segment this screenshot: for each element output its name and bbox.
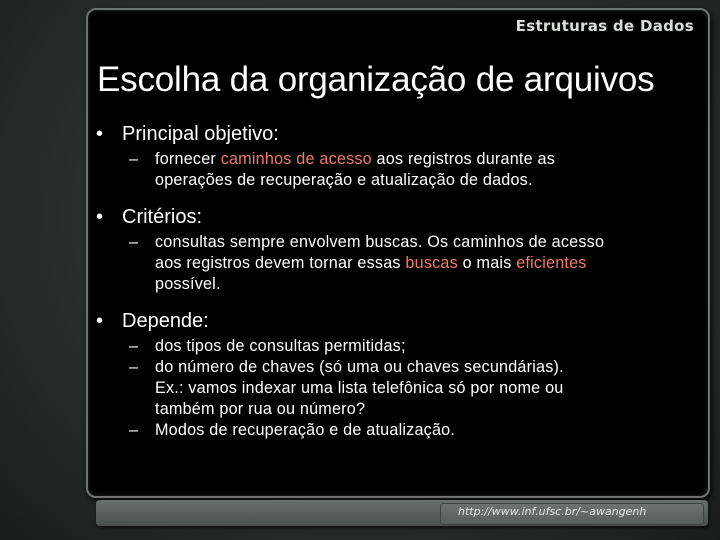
highlight-text: buscas [405,254,458,272]
bullet-text: Critérios: [122,206,203,228]
sub-list [96,336,696,441]
dash-icon: – [129,150,139,168]
sub-text: o mais [457,254,517,272]
slide-title: Escolha da organização de arquivos [97,60,655,99]
sub-list [96,149,696,191]
bullet-icon: • [96,310,104,332]
bullet-item [96,121,696,147]
sub-line [155,378,696,399]
sub-line [155,274,696,295]
bullet-icon: • [96,206,104,228]
sub-text: fornecer [155,150,221,168]
footer-url[interactable]: http://www.inf.ufsc.br/~awangenh [458,505,647,518]
sub-item [96,357,696,420]
sub-text: aos registros durante as [371,150,556,168]
sub-text: Modos de recuperação e de atualização. [155,421,456,439]
bullet-item [96,204,696,230]
sub-item [96,149,696,191]
sub-line [155,253,696,274]
dash-icon: – [129,233,139,251]
sub-text: Ex.: vamos indexar uma lista telefônica só por nome ou [155,379,564,397]
highlight-text: caminhos de acesso [220,150,372,168]
dash-icon: – [129,358,139,376]
sub-line [155,170,696,191]
course-brand: Estruturas de Dados [515,17,694,35]
bullet-text: Depende: [122,310,209,332]
sub-text: também por rua ou número? [155,400,366,418]
bullet-item [96,308,696,334]
sub-item [96,336,696,357]
sub-text: do número de chaves (só uma ou chaves secundárias). [155,358,564,376]
sub-item [96,420,696,441]
sub-line [155,149,696,170]
bullet-icon: • [96,123,104,145]
sub-text: aos registros devem tornar essas [155,254,406,272]
sub-item [96,232,696,295]
highlight-text: eficientes [516,254,587,272]
sub-text: consultas sempre envolvem buscas. Os caminhos de acesso [155,233,605,251]
sub-text: dos tipos de consultas permitidas; [155,337,406,355]
sub-line [155,420,696,441]
dash-icon: – [129,421,139,439]
bullet-text: Principal objetivo: [122,123,279,145]
sub-text: operações de recuperação e atualização de dados. [155,171,533,189]
sub-line [155,336,696,357]
sub-text: possível. [155,275,221,293]
sub-list [96,232,696,295]
sub-line [155,357,696,378]
sub-line [155,232,696,253]
bullet-list [96,121,696,441]
sub-line [155,399,696,420]
dash-icon: – [129,337,139,355]
